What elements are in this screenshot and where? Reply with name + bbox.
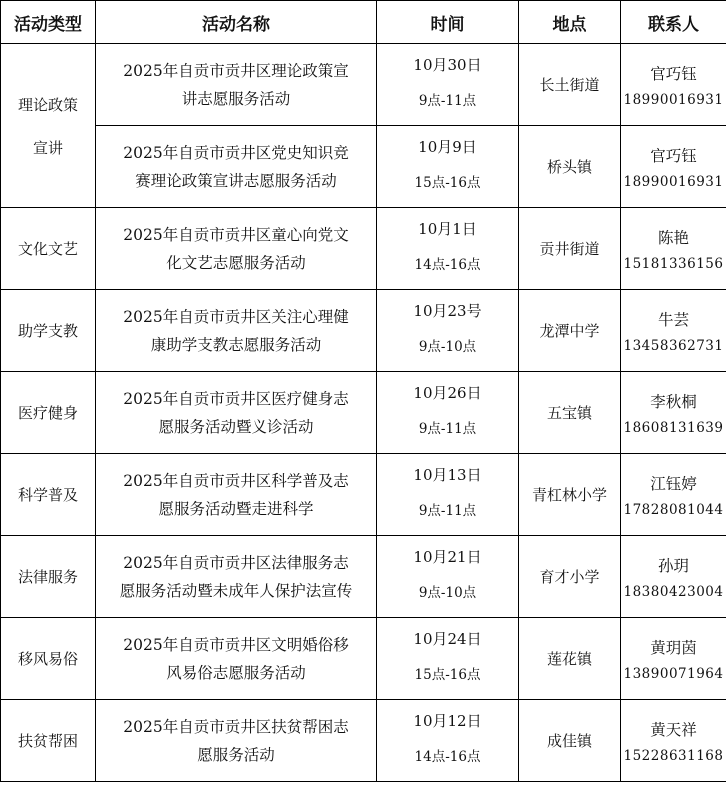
table-row [1, 208, 726, 290]
activity-name-cell [96, 208, 377, 290]
date-text: 10月24日 [413, 629, 482, 648]
activity-name-cell [96, 44, 377, 126]
header-contact: 联系人 [621, 1, 726, 44]
hours-text: 9点-11点 [418, 420, 477, 437]
contact-phone: 15228631168 [623, 747, 724, 764]
activity-name-line2: 讲志愿服务活动 [181, 89, 291, 108]
activity-name-cell [96, 700, 377, 782]
table-row [1, 126, 726, 208]
place-cell: 五宝镇 [519, 372, 621, 454]
contact-name: 黄天祥 [650, 720, 697, 739]
contact-cell [621, 44, 726, 126]
contact-name: 官巧钰 [650, 64, 697, 83]
activity-name-line2: 愿服务活动暨走进科学 [158, 499, 314, 518]
contact-cell [621, 126, 726, 208]
date-text: 10月13日 [413, 465, 482, 484]
contact-cell [621, 208, 726, 290]
contact-phone: 18608131639 [623, 419, 724, 436]
contact-cell [621, 536, 726, 618]
contact-name: 李秋桐 [650, 392, 697, 411]
header-time: 时间 [377, 1, 519, 44]
time-cell [377, 700, 519, 782]
activity-name-cell [96, 126, 377, 208]
place-cell: 育才小学 [519, 536, 621, 618]
time-cell [377, 290, 519, 372]
activity-name-cell [96, 618, 377, 700]
time-cell [377, 126, 519, 208]
category-cell: 科学普及 [1, 454, 96, 536]
activity-name-line2: 化文艺志愿服务活动 [166, 253, 306, 272]
contact-phone: 18380423004 [623, 583, 724, 600]
date-text: 10月12日 [413, 711, 482, 730]
time-cell [377, 208, 519, 290]
contact-cell [621, 700, 726, 782]
category-cell [1, 44, 96, 208]
contact-phone: 15181336156 [623, 255, 724, 272]
category-cell: 法律服务 [1, 536, 96, 618]
table-row [1, 454, 726, 536]
activity-name-cell [96, 372, 377, 454]
time-cell [377, 372, 519, 454]
hours-text: 14点-16点 [414, 748, 481, 765]
activity-name-line1: 2025年自贡市贡井区医疗健身志 [123, 389, 349, 408]
date-text: 10月26日 [413, 383, 482, 402]
activity-name-line2: 赛理论政策宣讲志愿服务活动 [135, 171, 337, 190]
contact-name: 江钰婷 [650, 474, 697, 493]
activity-name-line2: 愿服务活动 [197, 745, 275, 764]
category-cell: 扶贫帮困 [1, 700, 96, 782]
date-text: 10月21日 [413, 547, 482, 566]
place-cell: 青杠林小学 [519, 454, 621, 536]
table-row [1, 618, 726, 700]
contact-cell [621, 372, 726, 454]
contact-phone: 13890071964 [623, 665, 724, 682]
contact-name: 孙玥 [657, 556, 689, 575]
activity-name-line2: 风易俗志愿服务活动 [166, 663, 306, 682]
date-text: 10月1日 [418, 219, 477, 238]
activity-name-line1: 2025年自贡市贡井区童心向党文 [123, 225, 349, 244]
place-cell: 桥头镇 [519, 126, 621, 208]
date-text: 10月23号 [413, 301, 482, 320]
category-label-line1: 理论政策 [17, 95, 78, 114]
hours-text: 15点-16点 [414, 666, 481, 683]
place-cell: 贡井街道 [519, 208, 621, 290]
time-cell [377, 618, 519, 700]
hours-text: 9点-11点 [418, 92, 477, 109]
hours-text: 9点-10点 [418, 338, 477, 355]
place-cell: 龙潭中学 [519, 290, 621, 372]
activity-name-cell [96, 454, 377, 536]
contact-phone: 18990016931 [623, 91, 724, 108]
hours-text: 9点-11点 [418, 502, 477, 519]
time-cell [377, 44, 519, 126]
table-row [1, 290, 726, 372]
contact-cell [621, 290, 726, 372]
contact-cell [621, 454, 726, 536]
contact-name: 官巧钰 [650, 146, 697, 165]
activity-name-line1: 2025年自贡市贡井区理论政策宣 [123, 61, 349, 80]
place-cell: 莲花镇 [519, 618, 621, 700]
header-type: 活动类型 [1, 1, 96, 44]
category-cell: 文化文艺 [1, 208, 96, 290]
place-cell: 成佳镇 [519, 700, 621, 782]
activity-name-line1: 2025年自贡市贡井区科学普及志 [123, 471, 349, 490]
activity-name-line2: 愿服务活动暨义诊活动 [158, 417, 314, 436]
activity-name-line1: 2025年自贡市贡井区党史知识竞 [123, 143, 349, 162]
header-place: 地点 [519, 1, 621, 44]
category-cell: 移风易俗 [1, 618, 96, 700]
hours-text: 14点-16点 [414, 256, 481, 273]
place-cell: 长土街道 [519, 44, 621, 126]
category-cell: 助学支教 [1, 290, 96, 372]
activity-name-line1: 2025年自贡市贡井区法律服务志 [123, 553, 349, 572]
activity-name-line2: 愿服务活动暨未成年人保护法宣传 [119, 581, 353, 600]
contact-phone: 17828081044 [623, 501, 724, 518]
header-name: 活动名称 [96, 1, 377, 44]
table-row [1, 536, 726, 618]
date-text: 10月9日 [418, 137, 477, 156]
time-cell [377, 454, 519, 536]
contact-cell [621, 618, 726, 700]
activity-name-line1: 2025年自贡市贡井区扶贫帮困志 [123, 717, 349, 736]
activity-name-cell [96, 536, 377, 618]
contact-phone: 13458362731 [623, 337, 724, 354]
table-row [1, 44, 726, 126]
header-row [1, 1, 726, 44]
date-text: 10月30日 [413, 55, 482, 74]
category-cell: 医疗健身 [1, 372, 96, 454]
activity-name-line2: 康助学支教志愿服务活动 [150, 335, 322, 354]
contact-name: 黄玥茵 [650, 638, 697, 657]
contact-phone: 18990016931 [623, 173, 724, 190]
time-cell [377, 536, 519, 618]
activity-name-line1: 2025年自贡市贡井区关注心理健 [123, 307, 349, 326]
hours-text: 9点-10点 [418, 584, 477, 601]
contact-name: 牛芸 [657, 310, 689, 329]
table-row [1, 700, 726, 782]
hours-text: 15点-16点 [414, 174, 481, 191]
activity-name-line1: 2025年自贡市贡井区文明婚俗移 [123, 635, 349, 654]
activity-name-cell [96, 290, 377, 372]
contact-name: 陈艳 [657, 228, 689, 247]
table-row [1, 372, 726, 454]
category-label-line2: 宣讲 [32, 138, 63, 157]
